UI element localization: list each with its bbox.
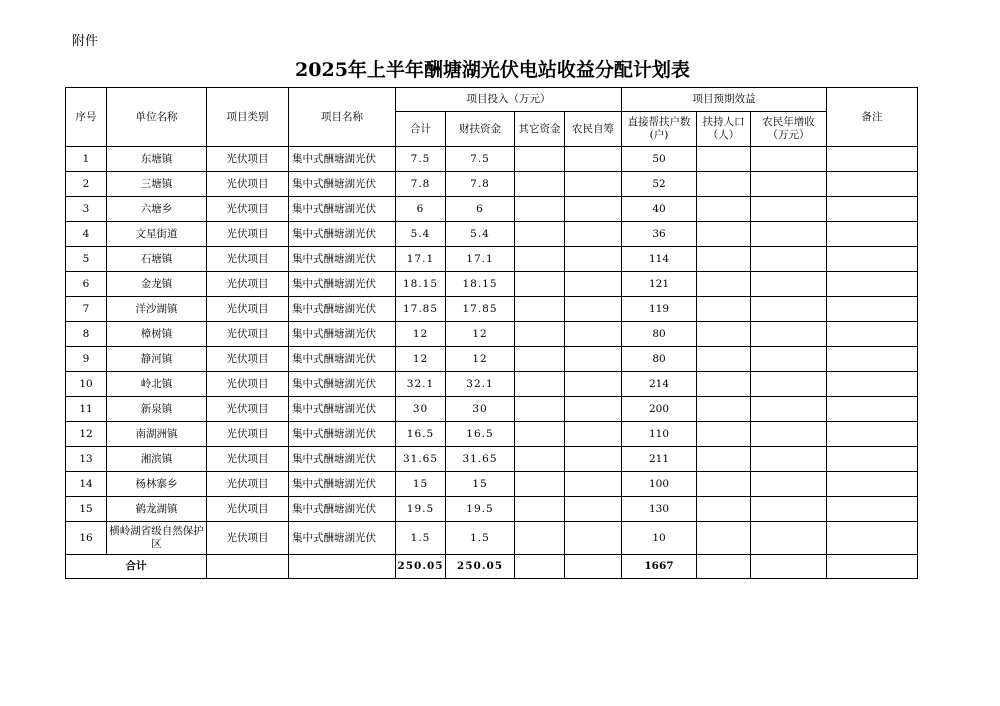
- cell-population: [697, 422, 751, 447]
- cell-remark: [827, 297, 918, 322]
- summary-row: [66, 555, 918, 579]
- cell-farmer: [565, 247, 622, 272]
- cell-unit: 鹤龙湖镇: [107, 497, 207, 522]
- cell-unit: 文星街道: [107, 222, 207, 247]
- cell-remark: [827, 222, 918, 247]
- cell-income: [751, 172, 827, 197]
- cell-farmer: [565, 422, 622, 447]
- summary-farmer: [565, 555, 622, 579]
- cell-population: [697, 472, 751, 497]
- cell-households: 110: [622, 422, 697, 447]
- header-seq: 序号: [66, 88, 107, 147]
- cell-farmer: [565, 322, 622, 347]
- cell-project: 集中式酬塘湖光伏: [289, 397, 396, 422]
- table-row: [66, 272, 918, 297]
- cell-fiscal: 7.5: [446, 147, 515, 172]
- cell-households: 121: [622, 272, 697, 297]
- cell-remark: [827, 447, 918, 472]
- cell-income: [751, 322, 827, 347]
- cell-households: 52: [622, 172, 697, 197]
- cell-category: 光伏项目: [207, 372, 289, 397]
- cell-fiscal: 17.85: [446, 297, 515, 322]
- cell-category: 光伏项目: [207, 347, 289, 372]
- header-total: 合计: [396, 112, 446, 147]
- table-row: [66, 422, 918, 447]
- distribution-plan-table: [65, 87, 918, 579]
- cell-income: [751, 472, 827, 497]
- cell-other: [515, 472, 565, 497]
- header-households: 直接帮扶户数(户): [622, 112, 697, 147]
- cell-remark: [827, 272, 918, 297]
- cell-category: 光伏项目: [207, 422, 289, 447]
- cell-farmer: [565, 397, 622, 422]
- cell-category: 光伏项目: [207, 472, 289, 497]
- cell-unit: 三塘镇: [107, 172, 207, 197]
- cell-remark: [827, 522, 918, 555]
- cell-income: [751, 422, 827, 447]
- table-row: [66, 347, 918, 372]
- cell-other: [515, 297, 565, 322]
- cell-unit: 石塘镇: [107, 247, 207, 272]
- cell-project: 集中式酬塘湖光伏: [289, 447, 396, 472]
- cell-category: 光伏项目: [207, 247, 289, 272]
- cell-fiscal: 17.1: [446, 247, 515, 272]
- cell-seq: 8: [66, 322, 107, 347]
- cell-project: 集中式酬塘湖光伏: [289, 497, 396, 522]
- cell-households: 80: [622, 322, 697, 347]
- cell-project: 集中式酬塘湖光伏: [289, 272, 396, 297]
- cell-seq: 4: [66, 222, 107, 247]
- cell-farmer: [565, 297, 622, 322]
- cell-total: 19.5: [396, 497, 446, 522]
- cell-other: [515, 522, 565, 555]
- page-title: 2025年上半年酬塘湖光伏电站收益分配计划表: [295, 59, 690, 81]
- cell-total: 31.65: [396, 447, 446, 472]
- header-farmer: 农民自筹: [565, 112, 622, 147]
- table-row: [66, 497, 918, 522]
- cell-project: 集中式酬塘湖光伏: [289, 222, 396, 247]
- cell-category: 光伏项目: [207, 222, 289, 247]
- cell-households: 50: [622, 147, 697, 172]
- cell-remark: [827, 247, 918, 272]
- cell-unit: 湘滨镇: [107, 447, 207, 472]
- cell-unit: 东塘镇: [107, 147, 207, 172]
- table-row: [66, 522, 918, 555]
- cell-category: 光伏项目: [207, 497, 289, 522]
- summary-population: [697, 555, 751, 579]
- cell-households: 40: [622, 197, 697, 222]
- cell-population: [697, 447, 751, 472]
- cell-project: 集中式酬塘湖光伏: [289, 522, 396, 555]
- cell-project: 集中式酬塘湖光伏: [289, 247, 396, 272]
- cell-other: [515, 447, 565, 472]
- header-remark: 备注: [827, 88, 918, 147]
- cell-income: [751, 147, 827, 172]
- cell-total: 12: [396, 347, 446, 372]
- cell-fiscal: 16.5: [446, 422, 515, 447]
- cell-unit: 杨林寨乡: [107, 472, 207, 497]
- header-fiscal: 财扶资金: [446, 112, 515, 147]
- cell-total: 5.4: [396, 222, 446, 247]
- cell-remark: [827, 172, 918, 197]
- cell-unit: 新泉镇: [107, 397, 207, 422]
- cell-households: 119: [622, 297, 697, 322]
- cell-category: 光伏项目: [207, 172, 289, 197]
- cell-category: 光伏项目: [207, 297, 289, 322]
- cell-fiscal: 32.1: [446, 372, 515, 397]
- cell-population: [697, 197, 751, 222]
- cell-farmer: [565, 147, 622, 172]
- cell-farmer: [565, 447, 622, 472]
- cell-income: [751, 447, 827, 472]
- cell-other: [515, 222, 565, 247]
- header-unit: 单位名称: [107, 88, 207, 147]
- cell-fiscal: 6: [446, 197, 515, 222]
- cell-category: 光伏项目: [207, 522, 289, 555]
- cell-seq: 13: [66, 447, 107, 472]
- cell-remark: [827, 372, 918, 397]
- table-row: [66, 472, 918, 497]
- table-row: [66, 197, 918, 222]
- cell-population: [697, 172, 751, 197]
- cell-population: [697, 247, 751, 272]
- table-row: [66, 447, 918, 472]
- cell-income: [751, 397, 827, 422]
- header-other: 其它资金: [515, 112, 565, 147]
- header-project: 项目名称: [289, 88, 396, 147]
- cell-other: [515, 322, 565, 347]
- cell-income: [751, 272, 827, 297]
- cell-unit: 岭北镇: [107, 372, 207, 397]
- cell-farmer: [565, 497, 622, 522]
- cell-project: 集中式酬塘湖光伏: [289, 347, 396, 372]
- cell-income: [751, 247, 827, 272]
- header-benefit: 项目预期效益: [622, 88, 827, 112]
- cell-total: 6: [396, 197, 446, 222]
- cell-households: 130: [622, 497, 697, 522]
- cell-total: 18.15: [396, 272, 446, 297]
- cell-income: [751, 497, 827, 522]
- cell-other: [515, 372, 565, 397]
- cell-seq: 14: [66, 472, 107, 497]
- cell-other: [515, 497, 565, 522]
- cell-remark: [827, 472, 918, 497]
- cell-farmer: [565, 472, 622, 497]
- cell-households: 200: [622, 397, 697, 422]
- cell-project: 集中式酬塘湖光伏: [289, 322, 396, 347]
- summary-label: 合计: [66, 555, 207, 579]
- cell-remark: [827, 422, 918, 447]
- cell-seq: 10: [66, 372, 107, 397]
- cell-other: [515, 422, 565, 447]
- cell-fiscal: 12: [446, 322, 515, 347]
- summary-households: 1667: [622, 555, 697, 579]
- cell-project: 集中式酬塘湖光伏: [289, 172, 396, 197]
- attachment-label: 附件: [72, 34, 99, 49]
- cell-fiscal: 19.5: [446, 497, 515, 522]
- cell-income: [751, 197, 827, 222]
- cell-population: [697, 222, 751, 247]
- cell-project: 集中式酬塘湖光伏: [289, 422, 396, 447]
- cell-households: 36: [622, 222, 697, 247]
- cell-remark: [827, 197, 918, 222]
- cell-remark: [827, 397, 918, 422]
- cell-total: 30: [396, 397, 446, 422]
- cell-income: [751, 372, 827, 397]
- cell-population: [697, 297, 751, 322]
- cell-unit: 六塘乡: [107, 197, 207, 222]
- cell-total: 12: [396, 322, 446, 347]
- cell-unit: 横岭湖省级自然保护区: [107, 522, 207, 555]
- cell-remark: [827, 497, 918, 522]
- cell-fiscal: 31.65: [446, 447, 515, 472]
- cell-seq: 9: [66, 347, 107, 372]
- cell-category: 光伏项目: [207, 272, 289, 297]
- cell-fiscal: 15: [446, 472, 515, 497]
- cell-total: 16.5: [396, 422, 446, 447]
- header-category: 项目类别: [207, 88, 289, 147]
- table-row: [66, 147, 918, 172]
- cell-unit: 金龙镇: [107, 272, 207, 297]
- table-row: [66, 172, 918, 197]
- cell-other: [515, 197, 565, 222]
- cell-seq: 3: [66, 197, 107, 222]
- cell-total: 17.1: [396, 247, 446, 272]
- cell-fiscal: 30: [446, 397, 515, 422]
- summary-category: [207, 555, 289, 579]
- cell-farmer: [565, 372, 622, 397]
- cell-farmer: [565, 222, 622, 247]
- cell-income: [751, 347, 827, 372]
- cell-seq: 15: [66, 497, 107, 522]
- cell-fiscal: 5.4: [446, 222, 515, 247]
- cell-other: [515, 147, 565, 172]
- cell-population: [697, 147, 751, 172]
- cell-project: 集中式酬塘湖光伏: [289, 372, 396, 397]
- cell-seq: 5: [66, 247, 107, 272]
- cell-other: [515, 247, 565, 272]
- summary-income: [751, 555, 827, 579]
- cell-households: 80: [622, 347, 697, 372]
- table-row: [66, 372, 918, 397]
- cell-unit: 樟树镇: [107, 322, 207, 347]
- cell-remark: [827, 147, 918, 172]
- cell-seq: 7: [66, 297, 107, 322]
- cell-households: 214: [622, 372, 697, 397]
- cell-category: 光伏项目: [207, 197, 289, 222]
- cell-population: [697, 397, 751, 422]
- cell-remark: [827, 322, 918, 347]
- cell-category: 光伏项目: [207, 147, 289, 172]
- summary-other: [515, 555, 565, 579]
- summary-fiscal: 250.05: [446, 555, 515, 579]
- header-investment: 项目投入（万元）: [396, 88, 622, 112]
- cell-seq: 11: [66, 397, 107, 422]
- cell-farmer: [565, 172, 622, 197]
- cell-total: 17.85: [396, 297, 446, 322]
- cell-fiscal: 1.5: [446, 522, 515, 555]
- cell-project: 集中式酬塘湖光伏: [289, 297, 396, 322]
- cell-seq: 6: [66, 272, 107, 297]
- cell-farmer: [565, 522, 622, 555]
- cell-income: [751, 222, 827, 247]
- cell-population: [697, 272, 751, 297]
- cell-project: 集中式酬塘湖光伏: [289, 147, 396, 172]
- table-row: [66, 247, 918, 272]
- table-row: [66, 297, 918, 322]
- cell-category: 光伏项目: [207, 397, 289, 422]
- cell-total: 7.8: [396, 172, 446, 197]
- table-row: [66, 397, 918, 422]
- cell-households: 10: [622, 522, 697, 555]
- cell-total: 15: [396, 472, 446, 497]
- cell-total: 32.1: [396, 372, 446, 397]
- cell-seq: 16: [66, 522, 107, 555]
- table-row: [66, 222, 918, 247]
- cell-other: [515, 172, 565, 197]
- cell-population: [697, 322, 751, 347]
- cell-households: 114: [622, 247, 697, 272]
- cell-unit: 洋沙湖镇: [107, 297, 207, 322]
- table-body: [66, 147, 918, 555]
- cell-project: 集中式酬塘湖光伏: [289, 197, 396, 222]
- cell-other: [515, 272, 565, 297]
- cell-unit: 静河镇: [107, 347, 207, 372]
- cell-remark: [827, 347, 918, 372]
- summary-total: 250.05: [396, 555, 446, 579]
- cell-population: [697, 522, 751, 555]
- cell-category: 光伏项目: [207, 447, 289, 472]
- cell-seq: 12: [66, 422, 107, 447]
- header-income: 农民年增收（万元）: [751, 112, 827, 147]
- cell-population: [697, 372, 751, 397]
- header-population: 扶持人口（人）: [697, 112, 751, 147]
- cell-population: [697, 347, 751, 372]
- cell-category: 光伏项目: [207, 322, 289, 347]
- cell-seq: 1: [66, 147, 107, 172]
- cell-total: 7.5: [396, 147, 446, 172]
- cell-households: 211: [622, 447, 697, 472]
- cell-income: [751, 297, 827, 322]
- cell-population: [697, 497, 751, 522]
- summary-remark: [827, 555, 918, 579]
- cell-seq: 2: [66, 172, 107, 197]
- cell-other: [515, 347, 565, 372]
- cell-income: [751, 522, 827, 555]
- cell-other: [515, 397, 565, 422]
- cell-total: 1.5: [396, 522, 446, 555]
- cell-farmer: [565, 197, 622, 222]
- cell-fiscal: 18.15: [446, 272, 515, 297]
- cell-fiscal: 12: [446, 347, 515, 372]
- cell-fiscal: 7.8: [446, 172, 515, 197]
- summary-project: [289, 555, 396, 579]
- table-row: [66, 322, 918, 347]
- cell-farmer: [565, 347, 622, 372]
- cell-unit: 南湖洲镇: [107, 422, 207, 447]
- cell-farmer: [565, 272, 622, 297]
- cell-project: 集中式酬塘湖光伏: [289, 472, 396, 497]
- cell-households: 100: [622, 472, 697, 497]
